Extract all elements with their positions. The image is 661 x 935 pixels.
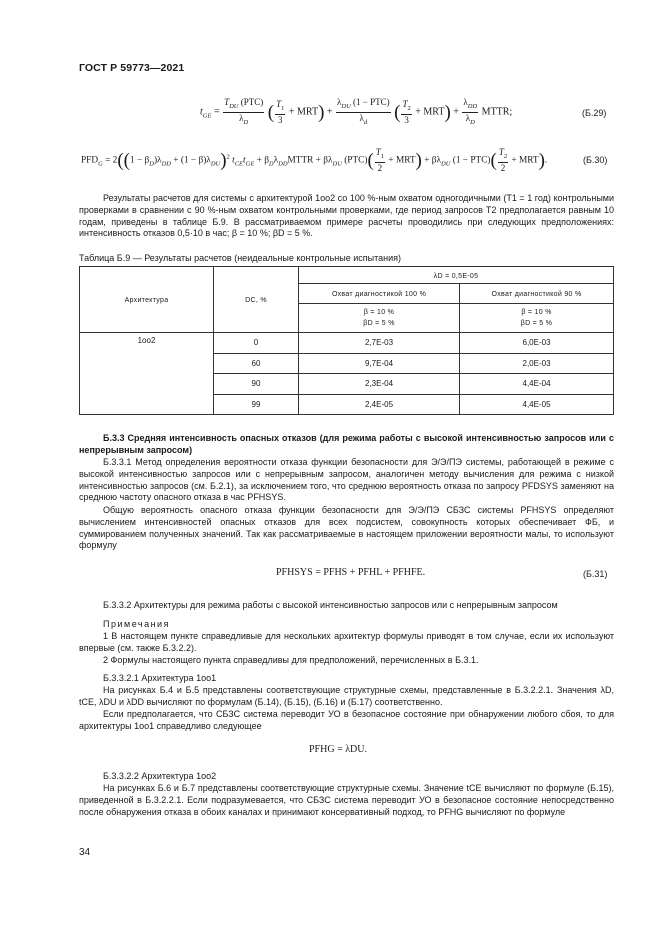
standard-number: ГОСТ Р 59773—2021 [79,62,185,74]
formula-pfhg-1oo1: PFHG = λDU. [309,744,367,755]
cell-value-90: 4,4E-04 [460,374,614,395]
header-coverage-100: Охват диагностикой 100 % [299,284,460,304]
header-beta-100: β = 10 % βD = 5 % [299,304,460,333]
section-heading-b33: Б.3.3 Средняя интенсивность опасных отказов (для режима работы с высокой интенсивностью запросов или с непрерывным запросом) [79,433,614,455]
cell-value-100: 9,7E-04 [299,353,460,374]
header-coverage-90: Охват диагностикой 90 % [460,284,614,304]
subsection-title-1oo1: Б.3.3.2.1 Архитектура 1oo1 [103,673,217,683]
cell-value-100: 2,7E-03 [299,333,460,354]
results-table [79,266,614,415]
note-1: 1 В настоящем пункте справедливые для нескольких архитектур формулы приводят в том случае, если их используют впервые (см. также Б.3.2.2). [79,631,614,653]
equation-number-b29: (Б.29) [582,108,607,118]
cell-dc: 99 [214,394,299,415]
equation-number-b31: (Б.31) [583,569,608,579]
note-2: 2 Формулы настоящего пункта справедливы для предположений, перечисленных в Б.3.1. [103,655,479,665]
paragraph-1oo1-safe-state: Если предполагается, что СБЗС система переводит УО в безопасное состояние при обнаружении любого сбоя, то для архитектуры 1oo1 справедливо следующее [79,709,614,731]
table-row [80,333,614,354]
paragraph-1oo2: На рисунках Б.6 и Б.7 представлены соответствующие структурные схемы. Значение tCE вычисляют по формуле (Б.15), приведенной в Б.3.2.2.1. Если подразумевается, что СБЗС система переводит УО в безопасное состояние непосредственно после обнаружения отказа в обоих каналах и принимают консервативный подход, то PFHG вычисляют по формуле [79,783,614,817]
equation-number-b30: (Б.30) [583,155,608,165]
cell-value-90: 4,4E-05 [460,394,614,415]
cell-dc: 60 [214,353,299,374]
table-caption: Таблица Б.9 — Результаты расчетов (неидеальные контрольные испытания) [79,253,401,263]
formula-b30: $PFD_G = 2((1 - \beta_D)\lambda_{DD} + (1 - \beta)\lambda_{DU})^2$ $t_{CE}t_{GE}$ + $\beta_D\lambda_{DD}MTTR + \beta\lambda_{DU}$ (PTC)( $\frac{T_1}{2}$ + $MRT) + \beta\lambda_{DU}$ (1 − PTC)( $\frac{T_2}{2}$ + MRT). [81,147,548,173]
notes-title: Примечания [103,619,170,629]
header-beta-90: β = 10 % βD = 5 % [460,304,614,333]
formula-b31: PFHSYS = PFHS + PFHL + PFHFE. [276,567,426,578]
cell-value-90: 6,0E-03 [460,333,614,354]
header-lambda: λD = 0,5E-05 [299,267,614,284]
paragraph-b3331: Б.3.3.1 Метод определения вероятности отказа функции безопасности для Э/Э/ПЭ системы, работающей в режиме с высокой интенсивностью запросов или с непрерывным запросом, аналогичен методу вычисления для режима с низкой интенсивностью запросов (см. Б.2.1), за исключением того, что среднюю вероятность отказа по запросу PFDSYS заменяют на среднюю частоту опасного отказа в час PFHSYS. [79,457,614,503]
cell-dc: 0 [214,333,299,354]
subsection-title-1oo2: Б.3.3.2.2 Архитектура 1oo2 [103,771,217,781]
cell-dc: 90 [214,374,299,395]
cell-value-90: 2,0E-03 [460,353,614,374]
results-paragraph: Результаты расчетов для системы с архитектурой 1oo2 со 100 %-ным охватом одногодичными (T1 = 1 год) контрольными проверками в сравнении с 90 %-ным охватом контрольными проверками, где период запросов T2 предполагается равным 10 годам, приведены в таблице Б.9. В рассматриваемом примере расчеты проводились при следующих предположениях: интенсивность отказов 0,5·10 в час; β = 10 %; βD = 5 %. [79,193,614,239]
cell-value-100: 2,3E-04 [299,374,460,395]
formula-b29: $t_{GE}$ = $\frac{T_{DU} (PTC)}{\lambda_D}$ ( $\frac{T_1}{3}$ + MRT) + $\frac{\lambda_{DU} (1 - PTC)}{\lambda_d}$ ( $\frac{T_2}{3}$ + MRT) + $\frac{\lambda_{DD}}{\lambda_D}$ MTTR; [200,97,513,126]
paragraph-b3332: Б.3.3.2 Архитектуры для режима работы с высокой интенсивностью запросов или с непрерывным запросом [103,600,558,610]
page-number: 34 [79,847,91,858]
header-dc: DC, % [214,267,299,333]
paragraph-1oo1-schemes: На рисунках Б.4 и Б.5 представлены соответствующие структурные схемы, представленные в Б.3.2.2.1. Значения λD, tCE, λDU и λDD вычисляют по формулам (Б.14), (Б.15), (Б.16) и (Б.17) соответственно. [79,685,614,707]
paragraph-pfh-general: Общую вероятность опасного отказа функции безопасности для Э/Э/ПЭ СБЗС системы PFHSYS определяют вычислением интенсивностей опасных отказов для всех подсистем, совокупность которых обеспечивает ФБ, и суммированием полученных значений. Так как рассматриваемые в настоящем приложении вероятности малы, то используют формулу [79,505,614,551]
header-architecture: Архитектура [80,267,214,333]
cell-architecture: 1oo2 [80,333,214,415]
cell-value-100: 2,4E-05 [299,394,460,415]
